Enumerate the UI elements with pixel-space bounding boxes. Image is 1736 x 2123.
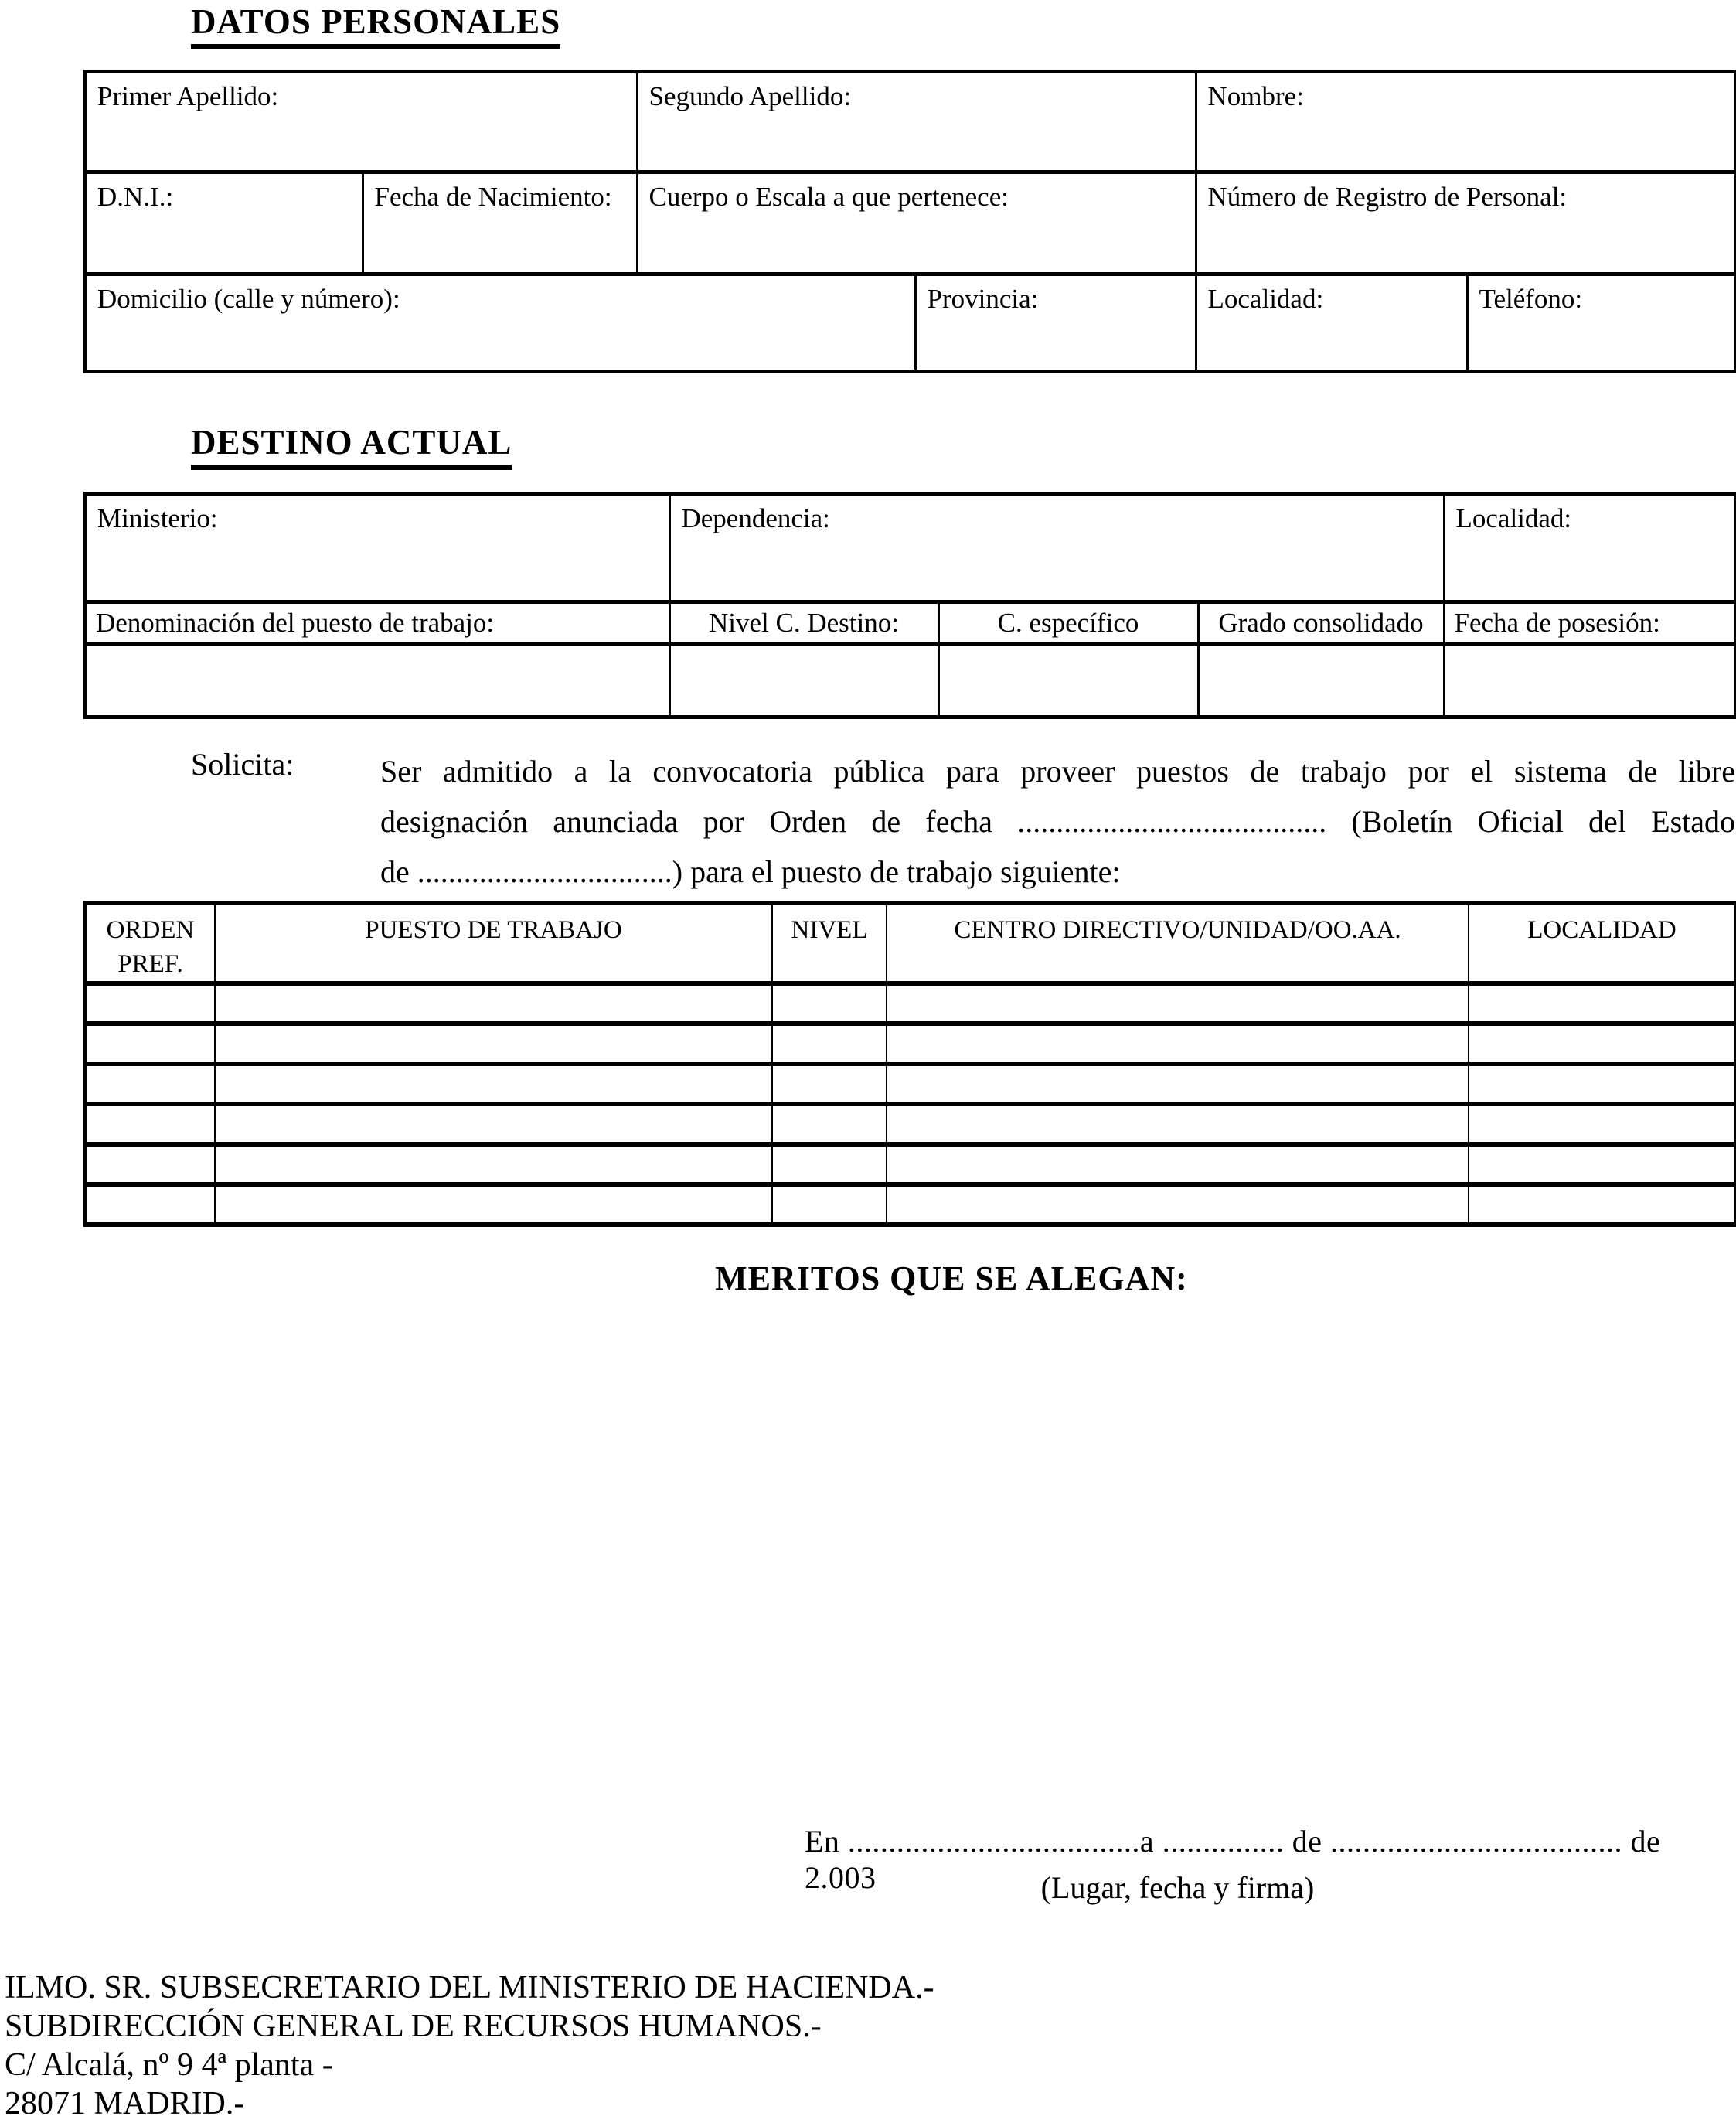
cell-puesto-trabajo[interactable] (215, 1144, 772, 1184)
num-registro-label: Número de Registro de Personal: (1207, 182, 1568, 212)
firma-date-line: En ....................................a ............... de .................................... de 2.003 (805, 1824, 1661, 1895)
meritos-title: MERITOS QUE SE ALEGAN: (715, 1259, 1188, 1297)
cell-nivel[interactable] (772, 1024, 887, 1064)
puestos-empty-row (85, 1184, 1736, 1225)
ministerio-label: Ministerio: (97, 503, 218, 533)
field-nivel-c-destino-value[interactable] (669, 645, 938, 717)
fecha-posesion-header (1444, 602, 1736, 645)
puestos-empty-row (85, 1024, 1736, 1064)
destino-localidad-label: Localidad: (1455, 503, 1572, 533)
puestos-empty-row (85, 1064, 1736, 1104)
field-dependencia[interactable] (669, 494, 1444, 602)
addressee-line-4: 28071 MADRID.- (5, 2086, 245, 2121)
puestos-empty-rows (85, 983, 1736, 1225)
grado-consolidado-label: Grado consolidado (1218, 608, 1424, 638)
dependencia-label: Dependencia: (681, 503, 830, 533)
cuerpo-escala-label: Cuerpo o Escala a que pertenece: (648, 182, 1009, 212)
cell-centro-directivo[interactable] (887, 1104, 1469, 1144)
orden-pref-label-line1: ORDEN (106, 916, 195, 944)
puestos-empty-row (85, 983, 1736, 1024)
cell-localidad[interactable] (1469, 1024, 1736, 1064)
destino-header-row (85, 602, 1736, 645)
field-num-registro[interactable] (1196, 172, 1736, 274)
puestos-table (83, 901, 1736, 1227)
field-denominacion-value[interactable] (85, 645, 669, 717)
addressee-line-2: SUBDIRECCIÓN GENERAL DE RECURSOS HUMANOS.- (5, 2009, 822, 2044)
field-grado-consolidado-value[interactable] (1198, 645, 1444, 717)
nivel-header (772, 903, 887, 983)
addressee-block (5, 1968, 934, 2123)
centro-directivo-header (887, 903, 1469, 983)
section-title-datos-personales: DATOS PERSONALES (191, 2, 560, 49)
firma-caption: (Lugar, fecha y firma) (1040, 1870, 1315, 1905)
cell-orden-pref[interactable] (85, 983, 215, 1024)
puestos-empty-row (85, 1104, 1736, 1144)
destino-row-1 (85, 494, 1736, 602)
grado-consolidado-header (1198, 602, 1444, 645)
cell-nivel[interactable] (772, 1184, 887, 1225)
cell-localidad[interactable] (1469, 1104, 1736, 1144)
personal-row-2 (85, 172, 1736, 274)
field-localidad[interactable] (1196, 274, 1467, 372)
field-primer-apellido[interactable] (85, 72, 637, 172)
cell-puesto-trabajo[interactable] (215, 983, 772, 1024)
solicita-label: Solicita: (191, 747, 294, 782)
dni-label: D.N.I.: (97, 182, 174, 212)
cell-puesto-trabajo[interactable] (215, 1184, 772, 1225)
denominacion-header (85, 602, 669, 645)
localidad-header (1469, 903, 1736, 983)
segundo-apellido-label: Segundo Apellido: (648, 81, 852, 111)
primer-apellido-label: Primer Apellido: (97, 81, 279, 111)
cell-localidad[interactable] (1469, 1184, 1736, 1225)
cell-nivel[interactable] (772, 1144, 887, 1184)
field-fecha-nacimiento[interactable] (363, 172, 637, 274)
cell-centro-directivo[interactable] (887, 1024, 1469, 1064)
cell-puesto-trabajo[interactable] (215, 1104, 772, 1144)
cell-centro-directivo[interactable] (887, 1064, 1469, 1104)
cell-orden-pref[interactable] (85, 1104, 215, 1144)
destino-empty-row (85, 645, 1736, 717)
field-c-especifico-value[interactable] (938, 645, 1198, 717)
cell-nivel[interactable] (772, 1064, 887, 1104)
cell-localidad[interactable] (1469, 1064, 1736, 1104)
cell-centro-directivo[interactable] (887, 1144, 1469, 1184)
personal-row-1 (85, 72, 1736, 172)
c-especifico-header (938, 602, 1198, 645)
domicilio-label: Domicilio (calle y número): (97, 284, 400, 314)
cell-orden-pref[interactable] (85, 1064, 215, 1104)
cell-centro-directivo[interactable] (887, 1184, 1469, 1225)
nivel-c-destino-label: Nivel C. Destino: (709, 608, 899, 638)
section-title-destino-actual: DESTINO ACTUAL (191, 422, 512, 470)
field-nombre[interactable] (1196, 72, 1736, 172)
nombre-label: Nombre: (1207, 81, 1304, 111)
cell-localidad[interactable] (1469, 983, 1736, 1024)
denominacion-label: Denominación del puesto de trabajo: (96, 608, 495, 638)
telefono-label: Teléfono: (1479, 284, 1583, 314)
nivel-c-destino-header (669, 602, 938, 645)
cell-nivel[interactable] (772, 983, 887, 1024)
cell-centro-directivo[interactable] (887, 983, 1469, 1024)
personal-row-3 (85, 274, 1736, 372)
field-destino-localidad[interactable] (1444, 494, 1736, 602)
field-fecha-posesion-value[interactable] (1444, 645, 1736, 717)
puestos-header (85, 903, 1736, 983)
provincia-label: Provincia: (927, 284, 1039, 314)
fecha-posesion-label: Fecha de posesión: (1454, 608, 1660, 638)
field-domicilio[interactable] (85, 274, 915, 372)
solicita-line-1: Ser admitido a la convocatoria pública para proveer puestos de trabajo por el sistema de libre (380, 754, 1735, 789)
cell-localidad[interactable] (1469, 1144, 1736, 1184)
field-ministerio[interactable] (85, 494, 669, 602)
field-cuerpo-escala[interactable] (637, 172, 1196, 274)
puestos-empty-row (85, 1144, 1736, 1184)
addressee-line-3: C/ Alcalá, nº 9 4ª planta - (5, 2047, 333, 2083)
localidad-label: Localidad: (1207, 284, 1324, 314)
field-telefono[interactable] (1467, 274, 1736, 372)
personal-data-table (83, 70, 1736, 373)
orden-pref-header (85, 903, 215, 983)
field-provincia[interactable] (915, 274, 1196, 372)
solicita-line-3: de .................................) para el puesto de trabajo siguiente: (380, 854, 1121, 889)
field-segundo-apellido[interactable] (637, 72, 1196, 172)
cell-puesto-trabajo[interactable] (215, 1024, 772, 1064)
cell-nivel[interactable] (772, 1104, 887, 1144)
puesto-trabajo-label: PUESTO DE TRABAJO (365, 916, 622, 944)
puesto-trabajo-header (215, 903, 772, 983)
cell-orden-pref[interactable] (85, 1144, 215, 1184)
destino-actual-table (83, 492, 1736, 719)
centro-directivo-label: CENTRO DIRECTIVO/UNIDAD/OO.AA. (954, 916, 1401, 944)
solicita-paragraph (380, 746, 1735, 897)
solicita-line-2: designación anunciada por Orden de fecha ........................................ (Boletín Oficial del Estado (380, 804, 1735, 839)
orden-pref-label-line2: PREF. (117, 950, 183, 978)
addressee-line-1: ILMO. SR. SUBSECRETARIO DEL MINISTERIO DE HACIENDA.- (5, 1970, 934, 2005)
cell-puesto-trabajo[interactable] (215, 1064, 772, 1104)
localidad-col-label: LOCALIDAD (1527, 916, 1676, 944)
c-especifico-label: C. específico (997, 608, 1139, 638)
field-dni[interactable] (85, 172, 363, 274)
cell-orden-pref[interactable] (85, 1024, 215, 1064)
nivel-label: NIVEL (791, 916, 868, 944)
cell-orden-pref[interactable] (85, 1184, 215, 1225)
fecha-nacimiento-label: Fecha de Nacimiento: (374, 182, 612, 212)
